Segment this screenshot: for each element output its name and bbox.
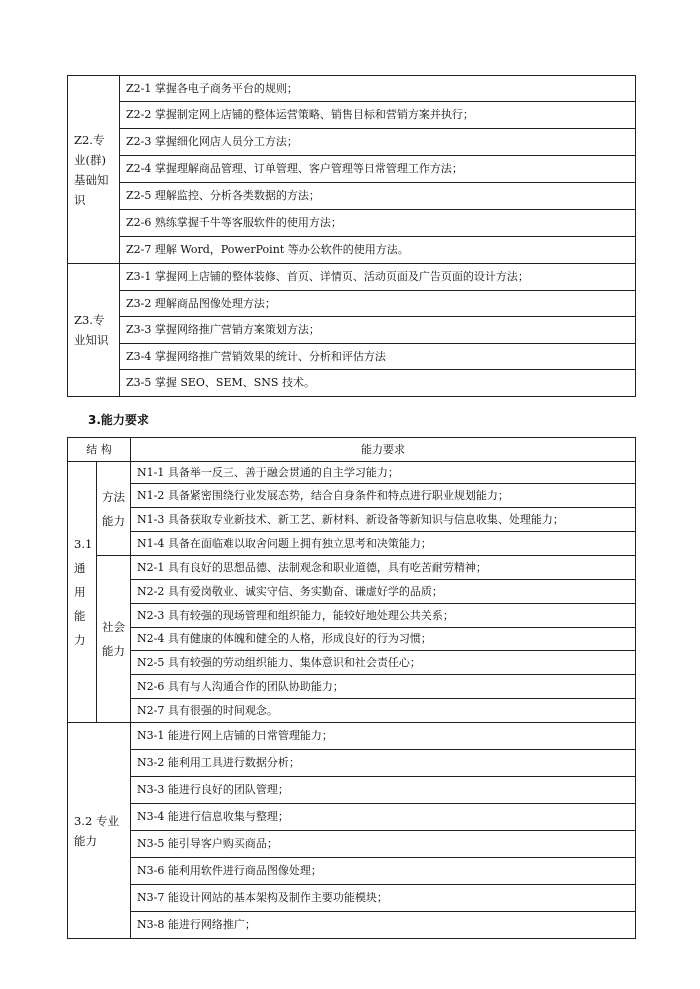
social-ability-label: 社会能力	[97, 556, 131, 723]
knowledge-item: Z3-4 掌握网络推广营销效果的统计、分析和评估方法	[120, 344, 636, 370]
ability-item: N3-3 能进行良好的团队管理；	[131, 777, 636, 804]
ability-item: N1-2 具备紧密围绕行业发展态势，结合自身条件和特点进行职业规划能力；	[131, 484, 636, 508]
ability-requirements-table	[67, 437, 636, 939]
ability-item: N3-5 能引导客户购买商品；	[131, 831, 636, 858]
knowledge-item: Z2-1 掌握各电子商务平台的规则；	[120, 76, 636, 102]
ability-item: N2-5 具有较强的劳动组织能力、集体意识和社会责任心；	[131, 651, 636, 675]
group-label: Z3.专业知识	[68, 264, 120, 397]
ability-item: N1-1 具备举一反三、善于融会贯通的自主学习能力；	[131, 462, 636, 484]
header-structure: 结 构	[68, 438, 131, 462]
ability-item: N2-4 具有健康的体魄和健全的人格，形成良好的行为习惯；	[131, 628, 636, 651]
ability-item: N3-8 能进行网络推广；	[131, 912, 636, 939]
ability-item: N3-6 能利用软件进行商品图像处理；	[131, 858, 636, 885]
knowledge-item: Z2-7 理解 Word，PowerPoint 等办公软件的使用方法。	[120, 237, 636, 264]
ability-item: N2-6 具有与人沟通合作的团队协助能力；	[131, 675, 636, 699]
ability-item: N3-7 能设计网站的基本架构及制作主要功能模块；	[131, 885, 636, 912]
knowledge-item: Z2-5 理解监控、分析各类数据的方法；	[120, 183, 636, 210]
group-label: Z2.专业(群)基础知识	[68, 76, 120, 264]
ability-item: N3-2 能利用工具进行数据分析；	[131, 750, 636, 777]
method-ability-label: 方法能力	[97, 462, 131, 556]
ability-item: N1-3 具备获取专业新技术、新工艺、新材料、新设备等新知识与信息收集、处理能力；	[131, 508, 636, 532]
knowledge-requirements-table	[67, 75, 636, 397]
knowledge-item: Z3-5 掌握 SEO、SEM、SNS 技术。	[120, 370, 636, 397]
ability-item: N2-3 具有较强的现场管理和组织能力，能较好地处理公共关系；	[131, 604, 636, 628]
header-requirement: 能力要求	[131, 438, 636, 462]
ability-item: N2-2 具有爱岗敬业、诚实守信、务实勤奋、谦虚好学的品质；	[131, 580, 636, 604]
ability-item: N2-7 具有很强的时间观念。	[131, 699, 636, 723]
ability-item: N3-4 能进行信息收集与整理；	[131, 804, 636, 831]
knowledge-item: Z2-3 掌握细化网店人员分工方法；	[120, 129, 636, 156]
section-heading: 3.能力要求	[88, 413, 149, 427]
knowledge-item: Z2-2 掌握制定网上店铺的整体运营策略、销售目标和营销方案并执行；	[120, 102, 636, 129]
ability-item: N3-1 能进行网上店铺的日常管理能力；	[131, 723, 636, 750]
knowledge-item: Z3-2 理解商品图像处理方法；	[120, 291, 636, 317]
knowledge-item: Z2-4 掌握理解商品管理、订单管理、客户管理等日常管理工作方法；	[120, 156, 636, 183]
ability-item: N2-1 具有良好的思想品德、法制观念和职业道德，具有吃苦耐劳精神；	[131, 556, 636, 580]
knowledge-item: Z3-1 掌握网上店铺的整体装修、首页、详情页、活动页面及广告页面的设计方法；	[120, 264, 636, 291]
ability-item: N1-4 具备在面临难以取舍问题上拥有独立思考和决策能力；	[131, 532, 636, 556]
knowledge-item: Z3-3 掌握网络推广营销方案策划方法；	[120, 317, 636, 344]
general-ability-label: 3.1 通用能力	[68, 462, 97, 723]
professional-ability-label: 3.2 专业能力	[68, 723, 131, 939]
knowledge-item: Z2-6 熟练掌握千牛等客服软件的使用方法；	[120, 210, 636, 237]
